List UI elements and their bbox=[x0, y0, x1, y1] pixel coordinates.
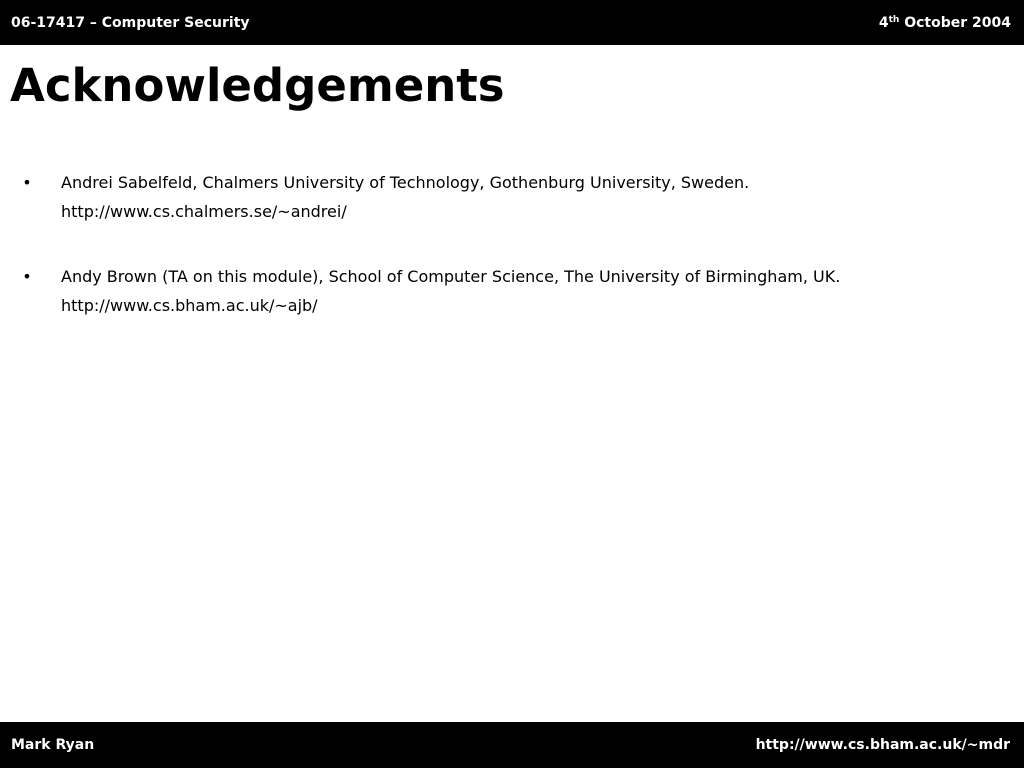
bullet-icon: • bbox=[22, 173, 32, 192]
slide-title: Acknowledgements bbox=[10, 59, 505, 112]
acknowledgement-url[interactable]: http://www.cs.bham.ac.uk/~ajb/ bbox=[61, 296, 318, 315]
author-url[interactable]: http://www.cs.bham.ac.uk/~mdr bbox=[755, 737, 1010, 753]
acknowledgement-list bbox=[0, 168, 1024, 356]
footer-bar bbox=[0, 722, 1024, 768]
header-bar bbox=[0, 0, 1024, 45]
lecture-date bbox=[879, 15, 1011, 31]
author-name: Mark Ryan bbox=[11, 737, 95, 753]
acknowledgement-url[interactable]: http://www.cs.chalmers.se/~andrei/ bbox=[61, 202, 347, 221]
list-item bbox=[0, 262, 1024, 320]
date-rest: October 2004 bbox=[899, 15, 1011, 31]
date-suffix: th bbox=[888, 15, 900, 25]
bullet-icon: • bbox=[22, 267, 32, 286]
course-title: 06-17417 – Computer Security bbox=[11, 15, 250, 31]
acknowledgement-text: Andy Brown (TA on this module), School of Computer Science, The University of Birmingham, UK. bbox=[61, 267, 841, 286]
list-item bbox=[0, 168, 1024, 226]
acknowledgement-text: Andrei Sabelfeld, Chalmers University of Technology, Gothenburg University, Sweden. bbox=[61, 173, 750, 192]
date-day: 4 bbox=[878, 15, 889, 31]
